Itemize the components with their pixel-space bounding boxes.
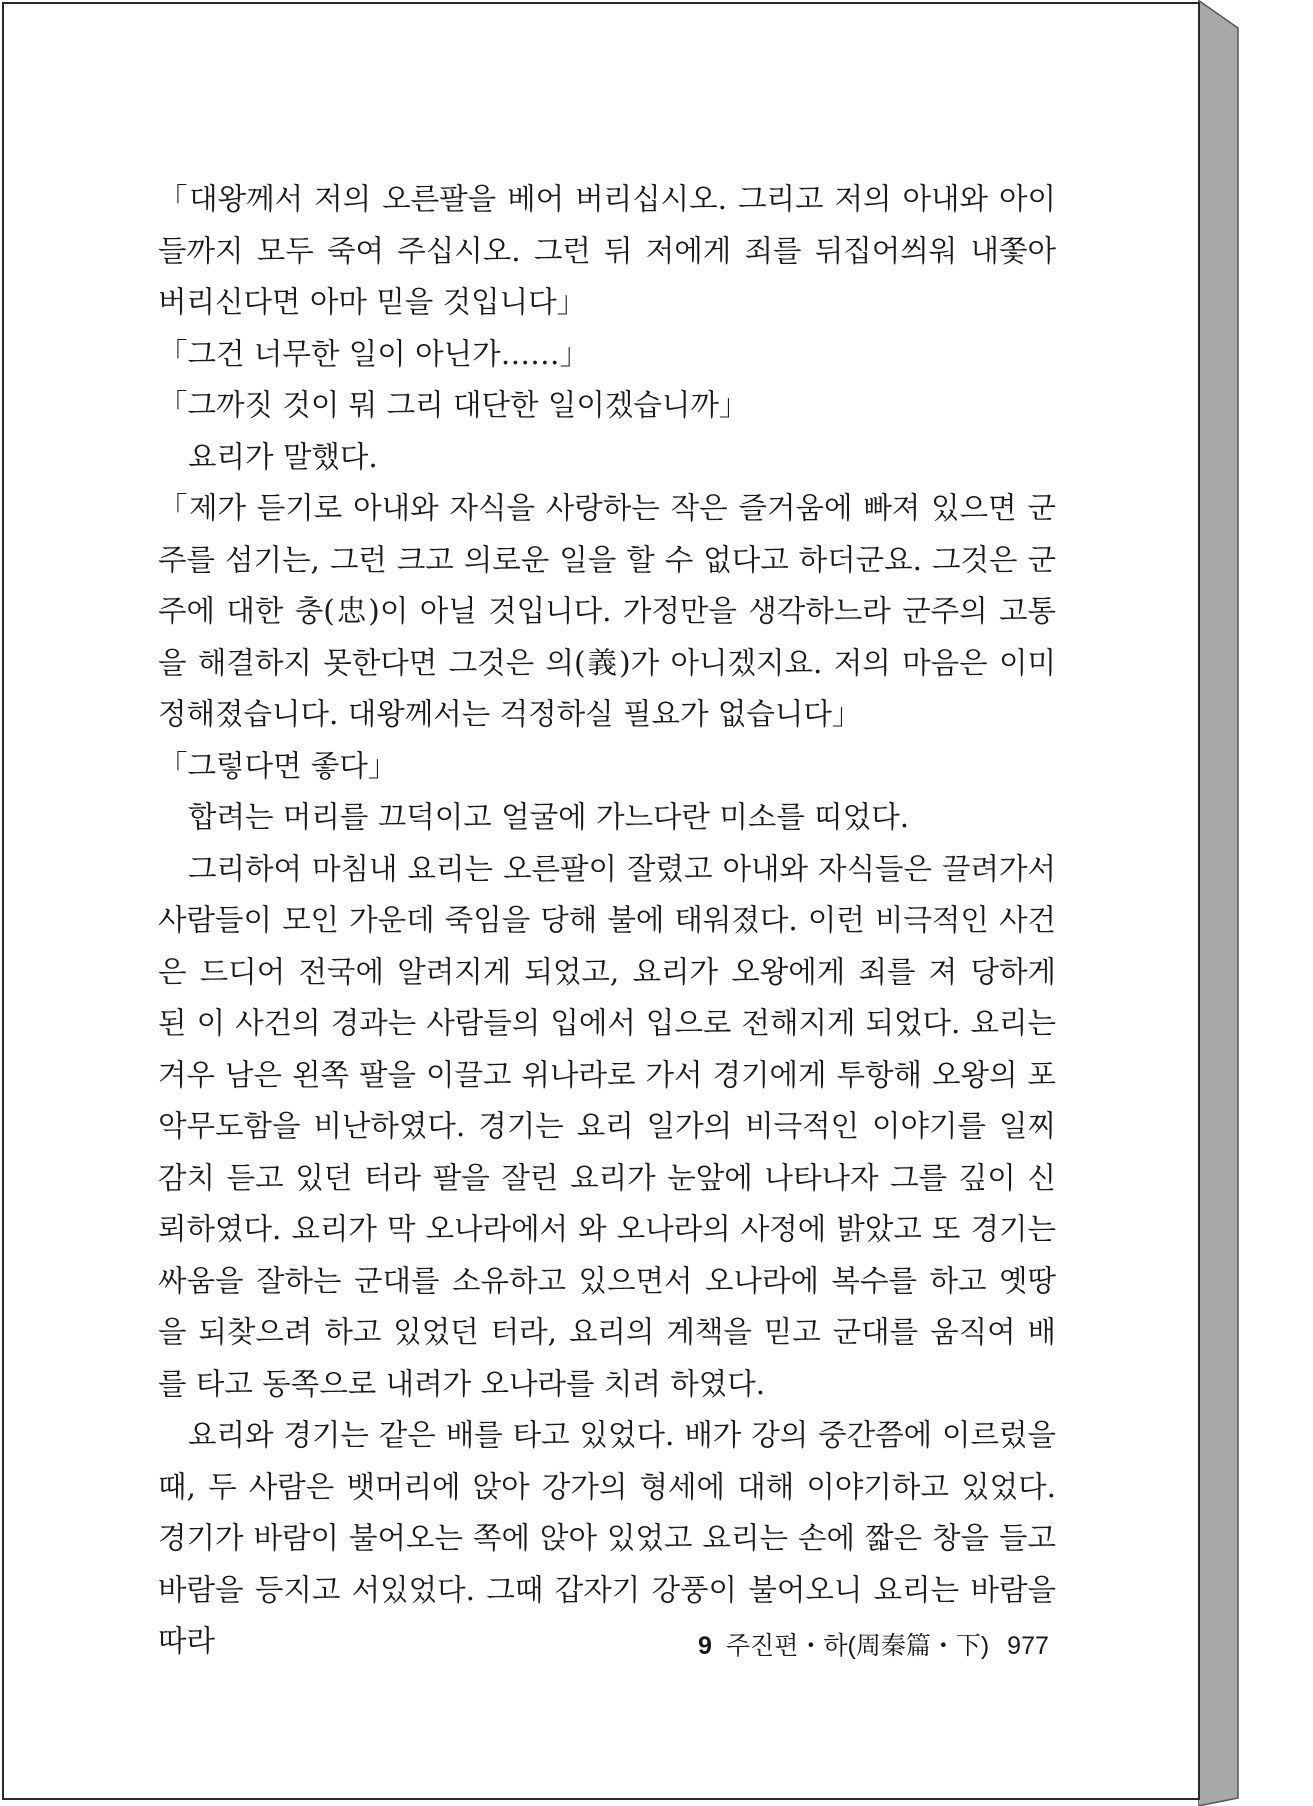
paragraph: 「대왕께서 저의 오른팔을 베어 버리십시오. 그리고 저의 아내와 아이들까지 모두 죽여 주십시오. 그런 뒤 저에게 죄를 뒤집어씌워 내쫓아 버리신다면 아마 믿을 것입니다」 <box>158 182 1056 319</box>
book-page <box>2 2 1200 1800</box>
paragraph: 「그건 너무한 일이 아닌가……」 <box>158 336 590 371</box>
page-footer <box>698 1626 1078 1666</box>
paragraph: 그리하여 마침내 요리는 오른팔이 잘렸고 아내와 자식들은 끌려가서 사람들이 모인 가운데 죽임을 당해 불에 태워졌다. 이런 비극적인 사건은 드디어 전국에 알려지게 되었고, 요리가 오왕에게 죄를 져 당하게 된 이 사건의 경과는 사람들의 입에서 입으로 전해지게 되었다. 요리는 겨우 남은 왼쪽 팔을 이끌고 위나라로 가서 경기에게 투항해 오왕의 포악무도함을 비난하였다. 경기는 요리 일가의 비극적인 이야기를 일찌감치 듣고 있던 터라 팔을 잘린 요리가 눈앞에 나타나자 그를 깊이 신뢰하였다. 요리가 막 오나라에서 와 오나라의 사정에 밝았고 또 경기는 싸움을 잘하는 군대를 소유하고 있으면서 오나라에 복수를 하고 옛땅을 되찾으려 하고 있었던 터라, 요리의 계책을 믿고 군대를 움직여 배를 타고 동쪽으로 내려가 오나라를 치려 하였다. <box>158 851 1056 1401</box>
paragraph: 요리와 경기는 같은 배를 타고 있었다. 배가 강의 중간쯤에 이르렀을 때, 두 사람은 뱃머리에 앉아 강가의 형세에 대해 이야기하고 있었다. 경기가 바람이 불어오는 쪽에 앉아 있었고 요리는 손에 짧은 창을 들고 바람을 등지고 서있었다. 그때 갑자기 강풍이 불어오니 요리는 바람을 따라 <box>158 1418 1056 1658</box>
paragraph: 「그까짓 것이 뭐 그리 대단한 일이겠습니까」 <box>158 388 749 422</box>
paragraph: 「그렇다면 좋다」 <box>158 748 398 783</box>
paragraph: 요리가 말했다. <box>188 439 378 474</box>
chapter-number: 9 <box>698 1632 712 1660</box>
book-spine-edge <box>1198 0 1256 1806</box>
body-text <box>158 174 1056 1668</box>
paragraph: 합려는 머리를 끄덕이고 얼굴에 가느다란 미소를 띠었다. <box>188 800 910 834</box>
paragraph: 「제가 듣기로 아내와 자식을 사랑하는 작은 즐거움에 빠져 있으면 군주를 섬기는, 그런 크고 의로운 일을 할 수 없다고 하더군요. 그것은 군주에 대한 충(忠)이 아닐 것입니다. 가정만을 생각하느라 군주의 고통을 해결하지 못한다면 그것은 의(義)가 아니겠지요. 저의 마음은 이미 정해졌습니다. 대왕께서는 걱정하실 필요가 없습니다」 <box>158 491 1056 731</box>
page-number: 977 <box>1007 1632 1049 1660</box>
section-title: 주진편・하(周秦篇・下) <box>725 1632 990 1660</box>
